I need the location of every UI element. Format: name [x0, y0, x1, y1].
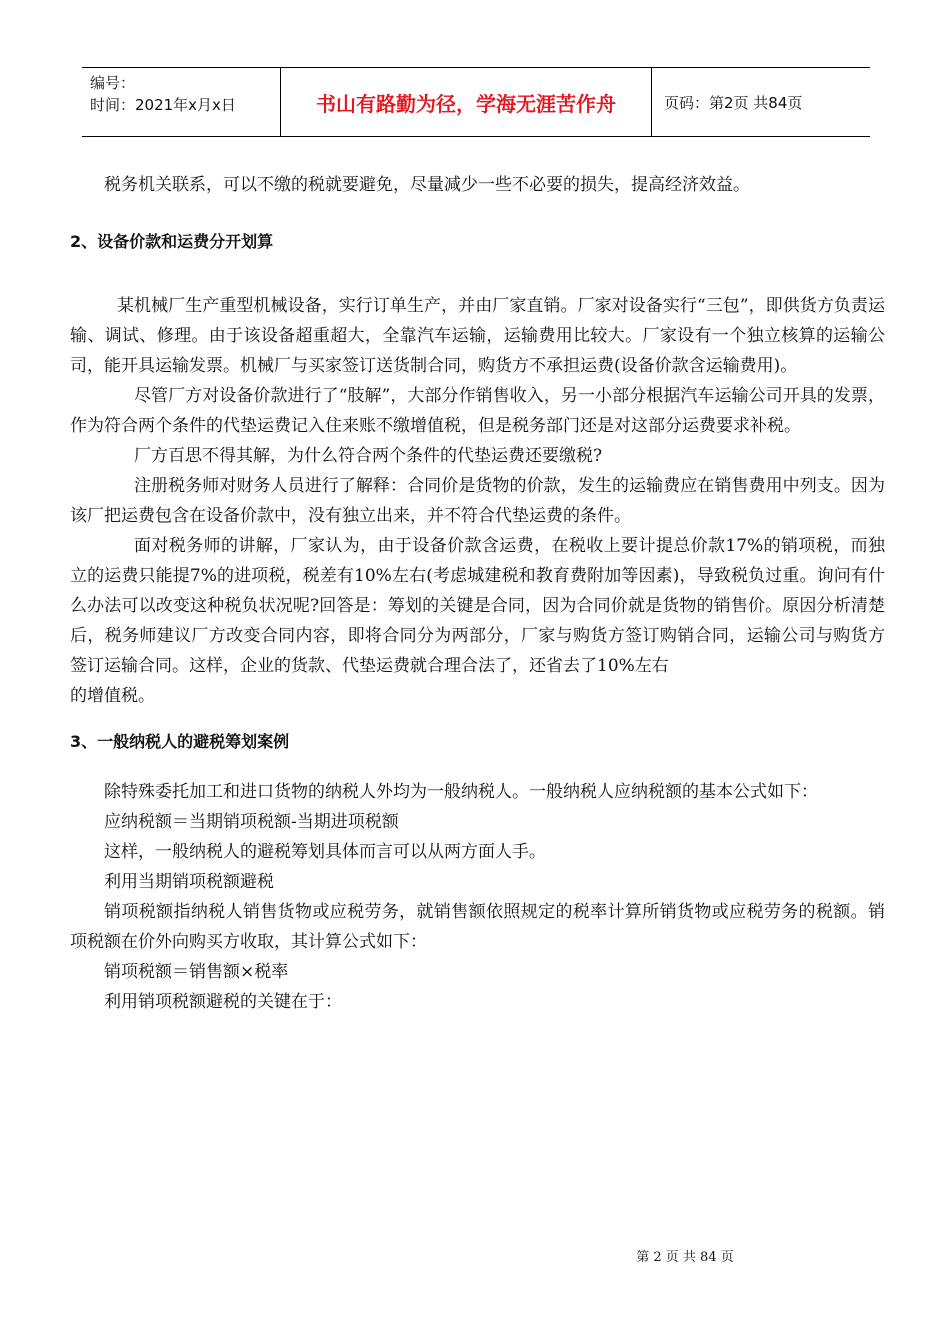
paragraph: 这样，一般纳税人的避税筹划具体而言可以从两方面人手。 — [104, 842, 546, 862]
formula: 应纳税额＝当期销项税额-当期进项税额 — [104, 812, 399, 832]
paragraph: 除特殊委托加工和进口货物的纳税人外均为一般纳税人。一般纳税人应纳税额的基本公式如下： — [104, 782, 818, 802]
paragraph: 某机械厂生产重型机械设备，实行订单生产，并由厂家直销。厂家对设备实行“三包”，即供货方负责运输、调试、修理。由于该设备超重超大，全靠汽车运输，运输费用比较大。厂家设有一个独立核算的运输公司，能开具运输发票。机械厂与买家签订送货制合同，购货方不承担运费(设备价款含运输费用)。 — [70, 296, 885, 376]
page-header — [82, 67, 870, 137]
document-date: 时间：2021年x月x日 — [90, 96, 236, 114]
paragraph: 的增值税。 — [70, 686, 155, 706]
document-body — [70, 170, 885, 1017]
paragraph: 利用销项税额避税的关键在于： — [104, 992, 342, 1012]
paragraph-continuation: 税务机关联系，可以不缴的税就要避免，尽量减少一些不必要的损失，提高经济效益。 — [104, 175, 750, 195]
header-meta — [82, 68, 281, 136]
paragraph: 厂方百思不得其解，为什么符合两个条件的代垫运费还要缴税? — [134, 446, 603, 466]
formula: 销项税额＝销售额×税率 — [104, 962, 289, 982]
section-heading-2: 2、设备价款和运费分开划算 — [70, 232, 274, 251]
paragraph: 销项税额指纳税人销售货物或应税劳务，就销售额依照规定的税率计算所销货物或应税劳务的税额。销项税额在价外向购买方收取，其计算公式如下： — [70, 902, 885, 952]
section-heading-3: 3、一般纳税人的避税筹划案例 — [70, 732, 290, 751]
subheading: 利用当期销项税额避税 — [104, 872, 274, 892]
header-motto: 书山有路勤为径，学海无涯苦作舟 — [281, 68, 652, 136]
paragraph: 面对税务师的讲解，厂家认为，由于设备价款含运费，在税收上要计提总价款17%的销项税，而独立的运费只能提7%的进项税，税差有10%左右(考虑城建税和教育费附加等因素)，导致税负过重。询问有什么办法可以改变这种税负状况呢?回答是：筹划的关键是合同，因为合同价就是货物的销售价。原因分析清楚后，税务师建议厂方改变合同内容，即将合同分为两部分，厂家与购货方签订购销合同，运输公司与购货方签订运输合同。这样，企业的货款、代垫运费就合理合法了，还省去了10%左右 — [70, 536, 885, 676]
header-page-info: 页码：第2页 共84页 — [664, 93, 803, 112]
paragraph: 尽管厂方对设备价款进行了“肢解”，大部分作销售收入，另一小部分根据汽车运输公司开具的发票，作为符合两个条件的代垫运费记入住来账不缴增值税，但是税务部门还是对这部分运费要求补税。 — [70, 386, 885, 436]
page-footer: 第 2 页 共 84 页 — [636, 1250, 734, 1265]
document-number-label: 编号： — [90, 74, 136, 92]
paragraph: 注册税务师对财务人员进行了解释：合同价是货物的价款，发生的运输费应在销售费用中列支。因为该厂把运费包含在设备价款中，没有独立出来，并不符合代垫运费的条件。 — [70, 476, 885, 526]
